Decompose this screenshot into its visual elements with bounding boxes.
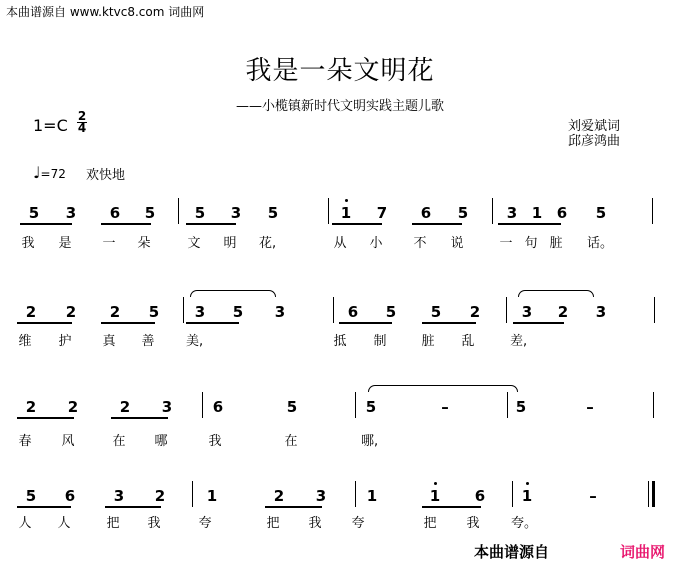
note: 1 [339, 204, 353, 222]
lyric-syllable: 维 [18, 334, 32, 349]
eighth-underline [412, 223, 462, 225]
watermark-text: 本曲谱源自 www.ktvc8.com 词曲网 [6, 5, 205, 19]
bar-line [328, 198, 329, 224]
lyric-syllable: 在 [284, 434, 298, 449]
lyric-syllable: 人 [57, 516, 71, 531]
eighth-underline [186, 223, 236, 225]
lyric-syllable: 不 [413, 236, 427, 251]
lyric-syllable: 说 [450, 236, 464, 251]
eighth-underline [422, 322, 476, 324]
note: 2 [119, 398, 131, 416]
lyric-syllable: 话。 [587, 236, 614, 251]
lyric-syllable: 把 [106, 516, 120, 531]
note: 3 [506, 204, 518, 222]
bar-line [355, 392, 356, 418]
note: 5 [365, 398, 377, 416]
lyric-syllable: 人 [18, 516, 32, 531]
eighth-underline [186, 322, 239, 324]
final-bar-thick [652, 481, 655, 507]
eighth-underline [339, 322, 392, 324]
lyric-syllable: 抵 [333, 334, 347, 349]
footer-site-logo: 词曲网 [620, 543, 666, 561]
bar-line [653, 392, 654, 418]
lyric-syllable: 在 [112, 434, 126, 449]
note: 6 [64, 487, 76, 505]
credits [568, 119, 620, 149]
eighth-underline [332, 223, 382, 225]
footer-source-text: 本曲谱源自 [474, 543, 550, 561]
lyric-syllable: 我 [466, 516, 480, 531]
note: 3 [274, 303, 286, 321]
lyric-syllable: 脏 [421, 334, 435, 349]
mood-marking: 欢快地 [86, 168, 126, 183]
lyric-syllable: 把 [423, 516, 437, 531]
bar-line [202, 392, 203, 418]
eighth-underline [513, 322, 564, 324]
note: – [586, 398, 594, 416]
lyric-syllable: 句 [524, 236, 538, 251]
note: 5 [430, 303, 442, 321]
note: 6 [420, 204, 432, 222]
eighth-underline [105, 506, 161, 508]
lyric-syllable: 哪 [154, 434, 168, 449]
song-subtitle: ——小榄镇新时代文明实践主题儿歌 [235, 99, 444, 114]
bar-line [507, 392, 508, 418]
high-octave-dot [345, 199, 348, 202]
lyric-syllable: 善 [141, 334, 155, 349]
note: 6 [474, 487, 486, 505]
note: 6 [109, 204, 121, 222]
note: 6 [556, 204, 568, 222]
lyric-syllable: 花, [259, 236, 277, 251]
lyric-syllable: 制 [373, 334, 387, 349]
high-octave-dot [434, 482, 437, 485]
lyric-syllable: 护 [58, 334, 72, 349]
note: 3 [595, 303, 607, 321]
note: 5 [515, 398, 527, 416]
lyric-syllable: 乱 [461, 334, 475, 349]
note: – [441, 398, 449, 416]
song-title: 我是一朵文明花 [245, 56, 435, 86]
note: 2 [25, 303, 37, 321]
note: 3 [521, 303, 533, 321]
note: 1 [428, 487, 442, 505]
note: 1 [366, 487, 378, 505]
lyric-syllable: 是 [58, 236, 72, 251]
note: 3 [315, 487, 327, 505]
quarter-note-icon: ♩ [33, 163, 41, 182]
eighth-underline [17, 417, 74, 419]
note: 3 [113, 487, 125, 505]
lyric-syllable: 夸 [351, 516, 365, 531]
lyric-syllable: 脏 [549, 236, 563, 251]
bar-line [178, 198, 179, 224]
note: 2 [109, 303, 121, 321]
eighth-underline [111, 417, 168, 419]
eighth-underline [17, 322, 72, 324]
lyric-syllable: 我 [208, 434, 222, 449]
lyric-syllable: 小 [369, 236, 383, 251]
eighth-underline [101, 322, 155, 324]
note: 6 [347, 303, 359, 321]
lyricist-credit: 刘爱斌词 [568, 119, 621, 134]
eighth-underline [101, 223, 151, 225]
bar-line [654, 297, 655, 323]
key-signature: 1=C [33, 116, 68, 135]
eighth-underline [20, 223, 72, 225]
note: 5 [385, 303, 397, 321]
bar-line [492, 198, 493, 224]
lyric-syllable: 朵 [137, 236, 151, 251]
lyric-syllable: 夸 [198, 516, 212, 531]
eighth-underline [17, 506, 71, 508]
lyric-syllable: 夸。 [511, 516, 538, 531]
note: 5 [595, 204, 607, 222]
final-bar-thin [648, 481, 649, 507]
note: – [589, 487, 597, 505]
note: 3 [230, 204, 242, 222]
bar-line [652, 198, 653, 224]
note: 3 [194, 303, 206, 321]
lyric-syllable: 把 [266, 516, 280, 531]
lyric-syllable: 明 [223, 236, 237, 251]
note: 1 [531, 204, 543, 222]
composer-credit: 邱彦鸿曲 [568, 134, 621, 149]
time-signature-top: 2 [77, 109, 87, 123]
lyric-syllable: 文 [187, 236, 201, 251]
note: 2 [557, 303, 569, 321]
note: 7 [376, 204, 388, 222]
lyric-syllable: 哪, [361, 434, 379, 449]
note: 5 [28, 204, 40, 222]
lyric-syllable: 一 [102, 236, 116, 251]
bar-line [183, 297, 184, 323]
bar-line [506, 297, 507, 323]
lyric-syllable: 真 [102, 334, 116, 349]
note: 5 [148, 303, 160, 321]
lyric-syllable: 从 [333, 236, 347, 251]
lyric-syllable: 春 [18, 434, 32, 449]
tempo-marking [33, 163, 66, 182]
note: 5 [232, 303, 244, 321]
lyric-syllable: 我 [308, 516, 322, 531]
note: 2 [273, 487, 285, 505]
note: 2 [469, 303, 481, 321]
time-signature-bottom: 4 [77, 121, 87, 135]
note: 5 [194, 204, 206, 222]
lyric-syllable: 我 [147, 516, 161, 531]
eighth-underline [422, 506, 481, 508]
note: 5 [144, 204, 156, 222]
note: 5 [457, 204, 469, 222]
note: 3 [161, 398, 173, 416]
tempo-value: =72 [40, 167, 66, 181]
note: 2 [65, 303, 77, 321]
note: 3 [65, 204, 77, 222]
bar-line [192, 481, 193, 507]
bar-line [512, 481, 513, 507]
note: 5 [286, 398, 298, 416]
note: 5 [25, 487, 37, 505]
slur [190, 290, 276, 297]
bar-line [355, 481, 356, 507]
note: 1 [206, 487, 218, 505]
lyric-syllable: 风 [61, 434, 75, 449]
note: 2 [154, 487, 166, 505]
note: 1 [520, 487, 534, 505]
lyric-syllable: 我 [21, 236, 35, 251]
eighth-underline [265, 506, 322, 508]
note: 2 [67, 398, 79, 416]
slur [368, 385, 518, 392]
note: 5 [267, 204, 279, 222]
time-signature [77, 111, 87, 134]
lyric-syllable: 差, [510, 334, 528, 349]
lyric-syllable: 一 [499, 236, 513, 251]
note: 6 [212, 398, 224, 416]
high-octave-dot [526, 482, 529, 485]
note: 2 [25, 398, 37, 416]
slur [518, 290, 594, 297]
eighth-underline [498, 223, 561, 225]
bar-line [333, 297, 334, 323]
lyric-syllable: 美, [186, 334, 204, 349]
